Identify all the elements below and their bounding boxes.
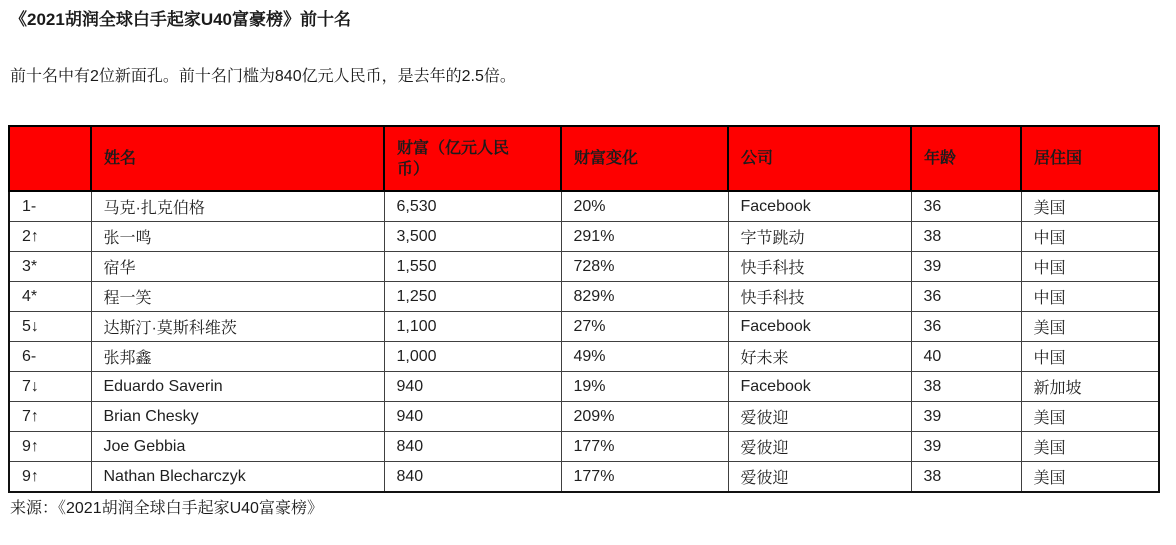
age-cell: 40 [911,342,1021,372]
header-name: 姓名 [91,126,384,191]
rank-cell: 6- [9,342,91,372]
name-cell: Brian Chesky [91,402,384,432]
name-cell: Joe Gebbia [91,432,384,462]
wealth-cell: 940 [384,402,561,432]
company-cell: 快手科技 [728,252,911,282]
table-row [9,462,1159,493]
age-cell: 36 [911,191,1021,222]
country-cell: 美国 [1021,462,1159,493]
rank-cell: 1- [9,191,91,222]
table-row [9,402,1159,432]
table-row [9,222,1159,252]
name-cell: Nathan Blecharczyk [91,462,384,493]
change-cell: 19% [561,372,728,402]
name-cell: 程一笑 [91,282,384,312]
company-cell: 快手科技 [728,282,911,312]
change-cell: 177% [561,462,728,493]
company-cell: 爱彼迎 [728,432,911,462]
age-cell: 38 [911,222,1021,252]
rank-cell: 5↓ [9,312,91,342]
company-cell: 爱彼迎 [728,462,911,493]
country-cell: 中国 [1021,222,1159,252]
age-cell: 36 [911,312,1021,342]
wealth-cell: 1,250 [384,282,561,312]
table-row [9,342,1159,372]
wealth-cell: 1,100 [384,312,561,342]
wealth-cell: 6,530 [384,191,561,222]
change-cell: 291% [561,222,728,252]
table-row [9,282,1159,312]
table-header-row [9,126,1159,191]
intro-text: 前十名中有2位新面孔。前十名门槛为840亿元人民币，是去年的2.5倍。 [10,68,516,85]
country-cell: 中国 [1021,252,1159,282]
country-cell: 美国 [1021,432,1159,462]
age-cell: 38 [911,372,1021,402]
change-cell: 209% [561,402,728,432]
country-cell: 美国 [1021,312,1159,342]
header-country: 居住国 [1021,126,1159,191]
age-cell: 39 [911,252,1021,282]
source-note: 来源：《2021胡润全球白手起家U40富豪榜》 [10,500,323,517]
company-cell: Facebook [728,372,911,402]
rank-cell: 7↓ [9,372,91,402]
change-cell: 49% [561,342,728,372]
name-cell: 张一鸣 [91,222,384,252]
table-row [9,191,1159,222]
name-cell: 达斯汀·莫斯科维茨 [91,312,384,342]
company-cell: 好未来 [728,342,911,372]
header-rank [9,126,91,191]
country-cell: 美国 [1021,191,1159,222]
change-cell: 829% [561,282,728,312]
company-cell: Facebook [728,191,911,222]
rank-cell: 3* [9,252,91,282]
table-row [9,252,1159,282]
wealth-cell: 3,500 [384,222,561,252]
rich-list-table [8,125,1160,493]
country-cell: 中国 [1021,282,1159,312]
rank-cell: 9↑ [9,432,91,462]
wealth-cell: 940 [384,372,561,402]
rank-cell: 9↑ [9,462,91,493]
age-cell: 39 [911,402,1021,432]
change-cell: 177% [561,432,728,462]
company-cell: Facebook [728,312,911,342]
rank-cell: 4* [9,282,91,312]
wealth-cell: 840 [384,432,561,462]
change-cell: 27% [561,312,728,342]
page-title: 《2021胡润全球白手起家U40富豪榜》前十名 [10,10,352,29]
change-cell: 20% [561,191,728,222]
age-cell: 38 [911,462,1021,493]
age-cell: 36 [911,282,1021,312]
age-cell: 39 [911,432,1021,462]
company-cell: 字节跳动 [728,222,911,252]
header-wealth: 财富（亿元人民币） [384,126,561,191]
change-cell: 728% [561,252,728,282]
table-row [9,372,1159,402]
name-cell: Eduardo Saverin [91,372,384,402]
country-cell: 中国 [1021,342,1159,372]
table-row [9,432,1159,462]
rank-cell: 7↑ [9,402,91,432]
wealth-cell: 840 [384,462,561,493]
header-age: 年龄 [911,126,1021,191]
company-cell: 爱彼迎 [728,402,911,432]
wealth-cell: 1,000 [384,342,561,372]
header-company: 公司 [728,126,911,191]
country-cell: 美国 [1021,402,1159,432]
name-cell: 张邦鑫 [91,342,384,372]
rank-cell: 2↑ [9,222,91,252]
table-row [9,312,1159,342]
name-cell: 马克·扎克伯格 [91,191,384,222]
wealth-cell: 1,550 [384,252,561,282]
country-cell: 新加坡 [1021,372,1159,402]
header-change: 财富变化 [561,126,728,191]
name-cell: 宿华 [91,252,384,282]
